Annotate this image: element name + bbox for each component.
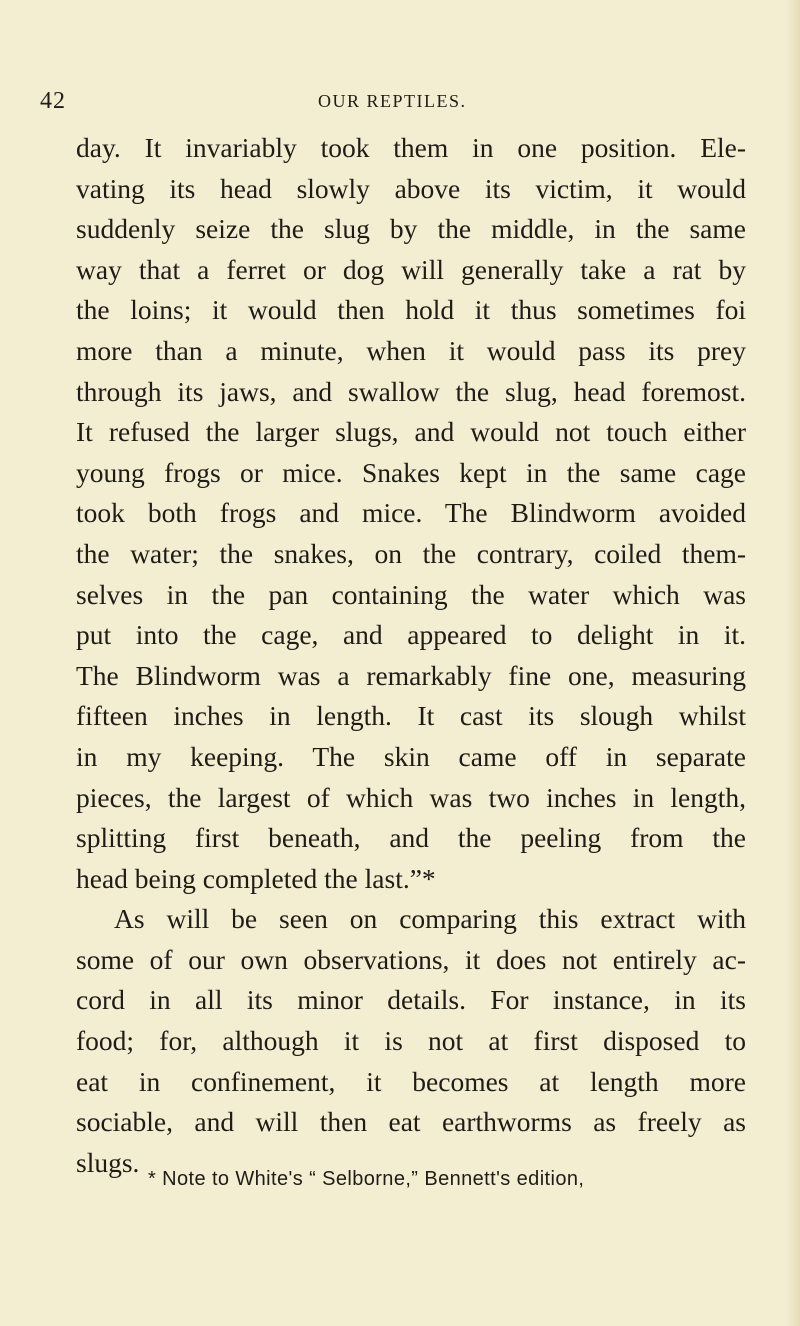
body-text [76,128,746,1183]
paragraph-end-line: slugs. [76,1146,140,1178]
text-line: the loins; it would then hold it thus sometimes foi [76,294,746,326]
text-line: It refused the larger slugs, and would not touch either [76,416,746,448]
text-line: young frogs or mice. Snakes kept in the same cage [76,456,746,488]
text-line: took both frogs and mice. The Blindworm avoided [76,497,746,529]
text-line: more than a minute, when it would pass its prey [76,334,746,366]
text-line: food; for, although it is not at first disposed to [76,1025,746,1057]
paragraph-end-line: head being completed the last.”* [76,862,436,894]
text-line: the water; the snakes, on the contrary, coiled them- [76,537,746,569]
page-number: 42 [40,88,66,114]
text-line: in my keeping. The skin came off in separate [76,740,746,772]
paragraph-start-line: As will be seen on comparing this extract with [114,903,746,935]
text-line: cord in all its minor details. For instance, in its [76,984,746,1016]
text-line: splitting first beneath, and the peeling from the [76,822,746,854]
text-line: The Blindworm was a remarkably fine one, measuring [76,659,746,691]
text-line: selves in the pan containing the water which was [76,578,746,610]
text-line: some of our own observations, it does not entirely ac- [76,943,746,975]
text-line: fifteen inches in length. It cast its slough whilst [76,700,746,732]
text-line: eat in confinement, it becomes at length more [76,1065,746,1097]
text-line: sociable, and will then eat earthworms as freely as [76,1106,746,1138]
text-line: vating its head slowly above its victim, it would [76,172,746,204]
text-line: way that a ferret or dog will generally take a rat by [76,253,746,285]
text-line: pieces, the largest of which was two inches in length, [76,781,746,813]
text-line: suddenly seize the slug by the middle, in the same [76,213,746,245]
running-head: OUR REPTILES. [318,91,467,111]
page-header [0,88,800,128]
page-edge-shadow [786,0,800,1326]
text-line: day. It invariably took them in one position. Ele- [76,132,746,163]
text-line: through its jaws, and swallow the slug, head foremost. [76,375,746,407]
text-line: put into the cage, and appeared to delight in it. [76,619,746,651]
footnote: * Note to White's “ Selborne,” Bennett's edition, [148,1168,585,1190]
